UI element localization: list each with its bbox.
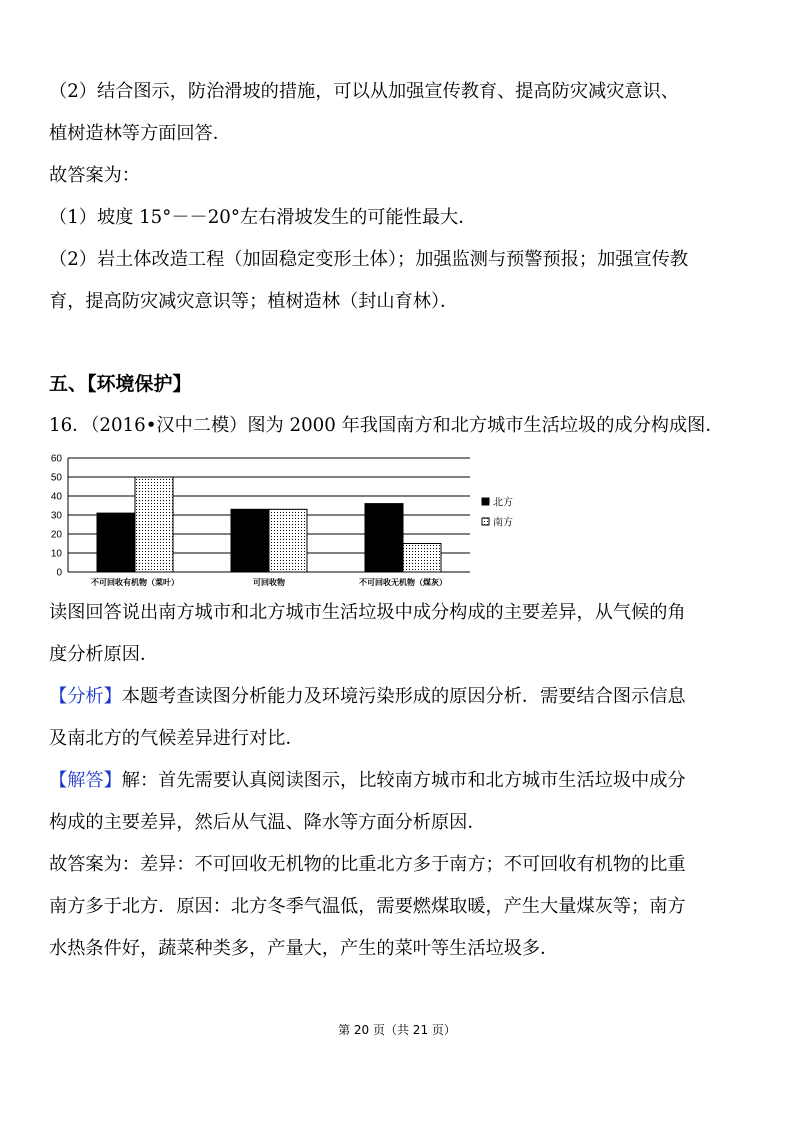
legend-label: 南方 [493, 517, 513, 529]
x-axis-categories [91, 577, 447, 587]
category-label: 不可回收有机物（菜叶） [91, 578, 179, 587]
solution-line1 [49, 769, 759, 793]
question-prompt-line1: 读图回答说出南方城市和北方城市生活垃圾中成分构成的主要差异，从气候的角 [49, 602, 686, 623]
conclusion-label: 故答案为： [49, 165, 140, 186]
garbage-composition-chart [30, 448, 513, 593]
bar-north [231, 509, 269, 572]
analysis-line1 [49, 685, 759, 709]
question-stem: 16．（2016•汉中二模）图为 2000 年我国南方和北方城市生活垃圾的成分构成图． [49, 415, 724, 436]
y-axis-ticks [51, 454, 63, 579]
y-tick-label: 20 [50, 529, 62, 541]
chart-legend [482, 496, 513, 529]
page-footer: 第 20 页（共 21 页） [338, 1023, 456, 1037]
chart-bars [97, 477, 441, 572]
category-label: 不可回收无机物（煤灰） [359, 578, 447, 587]
question-prompt-line2: 度分析原因． [49, 644, 159, 665]
legend-swatch [482, 498, 489, 505]
answer-part2-line2: 植树造林等方面回答． [49, 123, 231, 144]
section-heading: 五、【环境保护】 [49, 373, 192, 395]
y-tick-label: 0 [56, 567, 62, 579]
bar-north [365, 504, 403, 572]
y-tick-label: 10 [50, 548, 62, 560]
solution-text: 解：首先需要认真阅读图示，比较南方城市和北方城市生活垃圾中成分 [121, 770, 686, 791]
legend-swatch [482, 518, 489, 525]
answer-item2-line2: 育，提高防灾减灾意识等；植树造林（封山育林）． [49, 291, 459, 312]
bar-south [403, 544, 441, 573]
answer-item2-line1: （2）岩土体改造工程（加固稳定变形土体）；加强监测与预警预报；加强宣传教 [49, 249, 689, 270]
analysis-label: 【分析】 [49, 686, 122, 707]
analysis-text: 本题考查读图分析能力及环境污染形成的原因分析．需要结合图示信息 [121, 686, 686, 707]
y-tick-label: 30 [50, 510, 62, 522]
analysis-line2: 及南北方的气候差异进行对比． [49, 728, 304, 749]
answer-part2-line1: （2）结合图示，防治滑坡的措施，可以从加强宣传教育、提高防灾减灾意识、 [49, 81, 679, 102]
y-tick-label: 40 [50, 491, 62, 503]
bar-north [97, 513, 135, 572]
answer-item1: （1）坡度 15°－－20°左右滑坡发生的可能性最大． [49, 207, 477, 228]
final-answer-line2: 南方多于北方．原因：北方冬季气温低，需要燃煤取暖，产生大量煤灰等；南方 [49, 896, 686, 917]
solution-label: 【解答】 [49, 770, 122, 791]
y-tick-label: 50 [50, 472, 62, 484]
bar-south [135, 477, 173, 572]
solution-line2: 构成的主要差异，然后从气温、降水等方面分析原因． [49, 812, 486, 833]
legend-label: 北方 [493, 497, 513, 509]
final-answer-line1: 故答案为：差异：不可回收无机物的比重北方多于南方；不可回收有机物的比重 [49, 854, 686, 875]
bar-south [269, 509, 307, 572]
y-tick-label: 60 [50, 453, 62, 465]
final-answer-line3: 水热条件好，蔬菜种类多，产量大，产生的菜叶等生活垃圾多． [49, 938, 559, 959]
category-label: 可回收物 [253, 578, 285, 587]
